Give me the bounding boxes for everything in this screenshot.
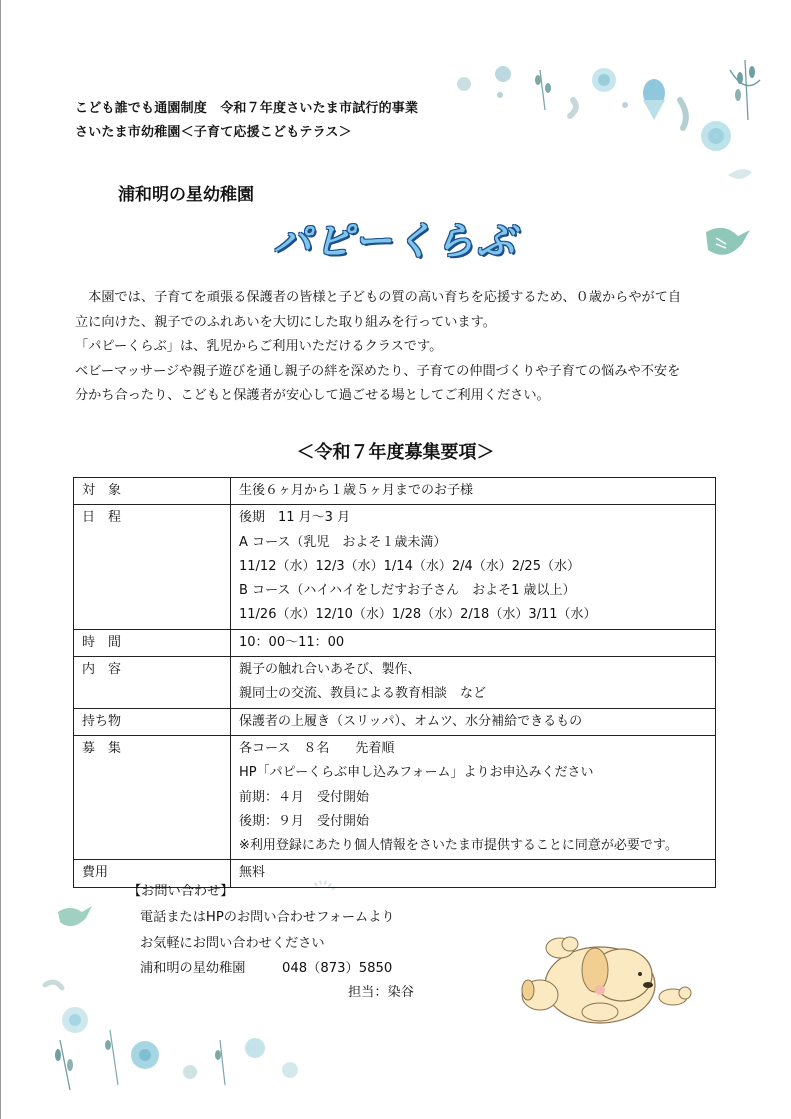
row-label: 対 象 (74, 478, 231, 505)
row-value: 無料 (231, 860, 716, 887)
header-line-1: こども誰でも通園制度 令和７年度さいたま市試行的事業 (75, 101, 419, 116)
header-line-2: さいたま市幼稚園＜子育て応援こどもテラス＞ (75, 125, 352, 140)
contact-person: 担当：染谷 (348, 985, 414, 1000)
row-label: 日 程 (74, 505, 231, 629)
table-row (74, 735, 716, 859)
contact-org: 浦和明の星幼稚園 (140, 961, 246, 976)
intro-line: 本園では、子育てを頑張る保護者の皆様と子どもの質の高い育ちを応援するため、０歳からやがて自 (75, 290, 682, 305)
intro-line: 「パピーくらぶ」は、乳児からご利用いただけるクラスです。 (75, 339, 443, 354)
row-label: 費用 (74, 860, 231, 887)
contact-line: お気軽にお問い合わせください (140, 936, 325, 951)
contact-line: 電話またはHPのお問い合わせフォームより (140, 910, 395, 925)
section-title: ＜令和７年度募集要項＞ (296, 442, 495, 463)
flower-bouquet-icon (457, 60, 760, 179)
contact-heading: 【お問い合わせ】 (128, 884, 234, 899)
row-value: 10：00～11：00 (231, 629, 716, 656)
table-row (74, 708, 716, 735)
contact-phone: 048（873）5850 (282, 961, 393, 976)
intro-line: ベビーマッサージや親子遊びを通し親子の絆を深めたり、子育ての仲間づくりや子育ての悩みや不安を (75, 363, 681, 379)
row-label: 時 間 (74, 629, 231, 656)
requirements-table (73, 477, 716, 888)
row-label: 内 容 (74, 657, 231, 709)
school-name: 浦和明の星幼稚園 (118, 185, 254, 205)
table-row (74, 657, 716, 709)
row-value: 生後６ヶ月から１歳５ヶ月までのお子様 (231, 478, 716, 505)
table-row (74, 478, 716, 505)
puppy-family-icon (522, 937, 691, 1023)
row-label: 持ち物 (74, 708, 231, 735)
intro-line: 分かち合ったり、こどもと保護者が安心して過ごせる場としてご利用ください。 (75, 388, 550, 403)
row-value: 後期 11 月～3 月 A コース（乳児 およそ１歳未満） 11/12（水）12/3（水）1/14（水）2/4（水）2/25（水） B コース（ハイハイをしだすお子さん およそ1 歳以上） 11/26（水）12/10（水）1/28（水）2/18（水）3/11（水） (231, 505, 716, 629)
table-row (74, 505, 716, 629)
page-title: パピーくらぶ (273, 219, 518, 263)
intro-text (75, 286, 725, 409)
table-row (74, 629, 716, 656)
row-value: 親子の触れ合いあそび、製作、 親同士の交流、教員による教育相談 など (231, 657, 716, 709)
row-label: 募 集 (74, 735, 231, 859)
intro-line: 立に向けた、親子でのふれあいを大切にした取り組みを行っています。 (75, 314, 496, 330)
bird-icon (58, 906, 92, 926)
row-value: 保護者の上履き（スリッパ）、オムツ、水分補給できるもの (231, 708, 716, 735)
row-value: 各コース ８名 先着順 HP「パピーくらぶ申し込みフォーム」よりお申込みください 前期：４月 受付開始 後期：９月 受付開始 ※利用登録にあたり個人情報をさいたま市提供することに同意が必要です。 (231, 735, 716, 859)
